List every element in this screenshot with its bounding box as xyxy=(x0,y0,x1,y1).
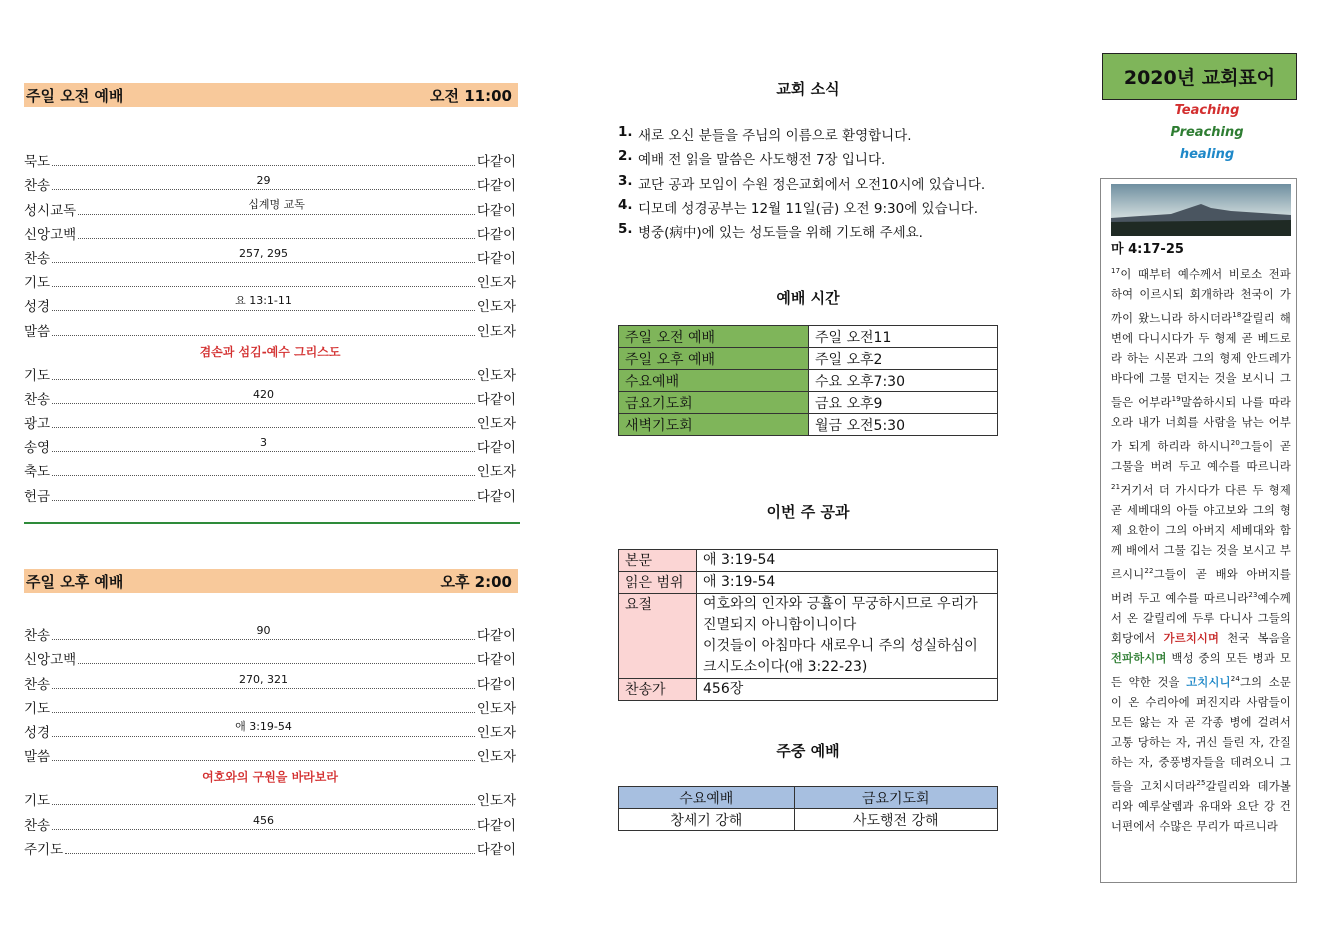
order-detail xyxy=(262,697,264,710)
order-row xyxy=(24,170,516,194)
morning-order-list xyxy=(24,146,516,505)
table-cell: 수요예배 xyxy=(619,370,809,392)
order-detail xyxy=(262,320,264,333)
morning-sermon-title: 겸손과 섬김-예수 그리스도 xyxy=(199,344,341,359)
verse-number: 22 xyxy=(1144,567,1154,576)
order-leader: 다같이 xyxy=(476,652,516,669)
afternoon-service-header xyxy=(24,569,518,593)
order-leader: 다같이 xyxy=(476,817,516,834)
order-detail xyxy=(262,364,264,377)
order-item: 축도 xyxy=(24,464,51,481)
order-row xyxy=(24,693,516,717)
scripture-text xyxy=(1111,261,1291,837)
order-item: 성경 xyxy=(24,299,51,316)
order-item: 찬송 xyxy=(24,676,51,693)
table-cell: 금요 오후9 xyxy=(809,392,998,414)
news-item xyxy=(618,221,1038,245)
order-leader: 인도자 xyxy=(476,724,516,741)
verse-text: 그의 소문이 온 수리아에 퍼진지라 사람들이 모든 앓는 자 곧 각종 병에 걸려서 고통 당하는 자, 귀신 들린 자, 간질하는 자, 중풍병자들을 데려오니 그들을 고치시더라 xyxy=(1111,675,1292,794)
table-row xyxy=(619,809,998,831)
table-row xyxy=(619,414,998,436)
table-cell: 본문 xyxy=(619,550,697,572)
order-leader: 다같이 xyxy=(476,202,516,219)
verse-number: 23 xyxy=(1248,591,1258,599)
news-text: 예배 전 읽을 말씀은 사도행전 7장 입니다. xyxy=(638,152,886,169)
motto-title: 2020년 교회표어 xyxy=(1123,67,1276,89)
morning-service-header xyxy=(24,83,518,107)
order-leader: 인도자 xyxy=(476,275,516,292)
order-row xyxy=(24,360,516,384)
order-detail xyxy=(262,485,264,498)
table-header: 금요기도회 xyxy=(794,787,997,809)
afternoon-service-time: 오후 2:00 xyxy=(440,572,512,591)
order-detail xyxy=(269,838,271,851)
order-item: 기도 xyxy=(24,367,51,384)
table-header: 수요예배 xyxy=(619,787,795,809)
order-item: 성시교독 xyxy=(24,202,77,219)
verse-text: 천국 복음을 xyxy=(1219,631,1291,645)
verse-number: 20 xyxy=(1230,439,1240,448)
order-row xyxy=(24,267,516,291)
verse-line: 여호와의 인자와 긍휼이 무궁하시므로 우리가 xyxy=(703,596,978,612)
midweek-heading: 주중 예배 xyxy=(776,742,840,760)
table-cell: 456장 xyxy=(697,679,998,701)
table-row xyxy=(619,348,998,370)
lesson-heading: 이번 주 공과 xyxy=(766,503,850,521)
order-row xyxy=(24,809,516,833)
table-row xyxy=(619,787,998,809)
order-detail xyxy=(262,150,264,163)
order-item: 광고 xyxy=(24,416,51,433)
times-heading: 예배 시간 xyxy=(776,289,840,307)
order-leader: 인도자 xyxy=(476,749,516,766)
verse-text: 거기서 더 가시다가 다른 두 형제 곧 세베대의 아들 야고보와 그의 형제 요한이 그의 아버지 세베대와 함께 배에서 그물 깁는 것을 보시고 부르시니 xyxy=(1111,483,1291,581)
order-detail xyxy=(276,223,278,236)
order-item: 송영 xyxy=(24,440,51,457)
motto-title-box xyxy=(1102,53,1297,100)
news-text: 새로 오신 분들을 주님의 이름으로 환영합니다. xyxy=(638,128,912,144)
order-item: 말씀 xyxy=(24,749,51,766)
order-leader: 인도자 xyxy=(476,793,516,810)
order-leader: 다같이 xyxy=(476,250,516,267)
table-row xyxy=(619,370,998,392)
table-cell: 주일 오전11 xyxy=(809,326,998,348)
order-row xyxy=(24,194,516,218)
order-leader: 다같이 xyxy=(476,154,516,171)
verse-text: 그들이 곧 그물을 버려 두고 예수를 따르니라 xyxy=(1111,439,1292,473)
news-list xyxy=(618,124,1038,245)
table-cell: 읽은 범위 xyxy=(619,572,697,594)
news-item xyxy=(618,173,1038,197)
news-number: 3. xyxy=(618,172,633,189)
table-cell: 주일 오후 예배 xyxy=(619,348,809,370)
scripture-box xyxy=(1100,178,1297,883)
table-cell: 금요기도회 xyxy=(619,392,809,414)
order-row xyxy=(24,785,516,809)
scripture-reference: 마 4:17-25 xyxy=(1111,242,1184,257)
news-text: 디모데 성경공부는 12월 11일(금) 오전 9:30에 있습니다. xyxy=(638,200,978,217)
order-row xyxy=(24,219,516,243)
news-item xyxy=(618,124,1038,148)
table-cell: 애 3:19-54 xyxy=(697,550,998,572)
morning-service-title: 주일 오전 예배 xyxy=(26,86,124,105)
order-detail: 420 xyxy=(252,387,274,401)
order-item: 신앙고백 xyxy=(24,652,77,669)
order-row xyxy=(24,146,516,170)
order-leader: 다같이 xyxy=(476,440,516,457)
order-detail: 요 13:1-11 xyxy=(235,294,292,308)
order-item: 주기도 xyxy=(24,841,64,858)
verse-line: 이것들이 아침마다 새로우니 주의 성실하심이 xyxy=(703,638,978,654)
order-leader: 다같이 xyxy=(476,226,516,243)
mountain-landscape-image xyxy=(1111,184,1291,236)
verse-text: 백성 중의 모든 병과 모든 약한 것을 xyxy=(1111,652,1291,689)
motto-line-teaching: Teaching xyxy=(1174,103,1240,118)
verse-line: 진멸되지 아니함이니이다 xyxy=(703,617,857,633)
section-divider xyxy=(24,522,520,524)
order-row xyxy=(24,717,516,741)
verse-text: 그들이 곧 배와 아버지를 버려 두고 예수를 따르니라 xyxy=(1111,567,1291,605)
lesson-table xyxy=(618,549,998,701)
motto-line-healing: healing xyxy=(1179,147,1235,162)
order-leader: 다같이 xyxy=(476,841,516,858)
order-leader: 인도자 xyxy=(476,464,516,481)
verse-line: 크시도소이다(애 3:22-23) xyxy=(703,659,868,675)
order-detail: 90 xyxy=(256,624,271,638)
table-cell: 사도행전 강해 xyxy=(794,809,997,831)
table-row xyxy=(619,392,998,414)
afternoon-service-title: 주일 오후 예배 xyxy=(26,572,124,591)
table-cell: 요절 xyxy=(619,594,697,679)
order-detail: 456 xyxy=(252,813,274,827)
order-item: 성경 xyxy=(24,724,51,741)
verse-text: 말씀하시되 나를 따라오라 내가 너희를 사람을 낚는 어부가 되게 하리라 하시니 xyxy=(1111,395,1291,453)
highlight-preaching: 전파하시며 xyxy=(1111,652,1167,666)
order-row xyxy=(24,456,516,480)
verse-number: 21 xyxy=(1111,483,1121,491)
order-leader: 인도자 xyxy=(476,367,516,384)
order-item: 찬송 xyxy=(24,817,51,834)
order-item: 찬송 xyxy=(24,391,51,408)
afternoon-sermon-title: 여호와의 구원을 바라보라 xyxy=(202,770,338,785)
verse-number: 24 xyxy=(1230,675,1240,684)
news-text: 병중(病中)에 있는 성도들을 위해 기도해 주세요. xyxy=(638,225,923,242)
order-item: 찬송 xyxy=(24,628,51,645)
order-item: 신앙고백 xyxy=(24,226,77,243)
order-detail: 29 xyxy=(256,174,271,188)
table-row xyxy=(619,326,998,348)
order-row xyxy=(24,668,516,692)
motto-line-preaching: Preaching xyxy=(1170,125,1244,140)
order-detail xyxy=(276,648,278,661)
table-row xyxy=(619,594,998,679)
order-detail xyxy=(262,271,264,284)
order-item: 기도 xyxy=(24,275,51,292)
news-item xyxy=(618,197,1038,221)
order-detail: 257, 295 xyxy=(238,246,288,260)
news-item xyxy=(618,148,1038,172)
news-number: 2. xyxy=(618,148,633,165)
order-detail: 270, 321 xyxy=(238,672,288,686)
table-cell: 주일 오전 예배 xyxy=(619,326,809,348)
order-item: 말씀 xyxy=(24,323,51,340)
verse-text: 갈릴리 해변에 다니시다가 두 형제 곧 베드로라 하는 시몬과 그의 형제 안드레가 바다에 그물 던지는 것을 보시니 그들은 어부라 xyxy=(1111,311,1291,409)
news-number: 1. xyxy=(618,124,633,140)
table-cell: 월금 오전5:30 xyxy=(809,414,998,436)
verse-text: 갈릴리와 데가볼리와 예루살렘과 유대와 요단 강 건너편에서 수많은 무리가 따르니라 xyxy=(1111,780,1291,834)
worship-times-table xyxy=(618,325,998,436)
news-number: 5. xyxy=(618,221,633,238)
order-detail xyxy=(262,745,264,758)
table-cell: 새벽기도회 xyxy=(619,414,809,436)
table-row xyxy=(619,572,998,594)
verse-number: 17 xyxy=(1111,267,1121,275)
order-leader: 인도자 xyxy=(476,299,516,316)
verse-text: 이 때부터 예수께서 비로소 전파하여 이르시되 회개하라 천국이 가까이 왔느니라 하시더라 xyxy=(1111,267,1291,325)
order-detail: 십계명 교독 xyxy=(248,197,305,211)
order-item: 헌금 xyxy=(24,488,51,505)
order-leader: 인도자 xyxy=(476,700,516,717)
order-detail: 애 3:19-54 xyxy=(235,719,292,733)
morning-service-time: 오전 11:00 xyxy=(430,86,512,105)
table-row xyxy=(619,550,998,572)
table-cell: 창세기 강해 xyxy=(619,809,795,831)
table-row xyxy=(619,679,998,701)
order-leader: 인도자 xyxy=(476,323,516,340)
order-leader: 다같이 xyxy=(476,628,516,645)
order-item: 기도 xyxy=(24,793,51,810)
order-row xyxy=(24,408,516,432)
verse-number: 18 xyxy=(1232,310,1242,319)
verse-number: 25 xyxy=(1196,779,1206,788)
order-row xyxy=(24,620,516,644)
order-leader: 다같이 xyxy=(476,488,516,505)
afternoon-order-list xyxy=(24,620,516,858)
order-row xyxy=(24,315,516,339)
order-row xyxy=(24,291,516,315)
order-leader: 인도자 xyxy=(476,416,516,433)
verse-number: 19 xyxy=(1171,395,1181,404)
order-leader: 다같이 xyxy=(476,178,516,195)
order-row xyxy=(24,384,516,408)
news-number: 4. xyxy=(618,196,633,213)
order-row xyxy=(24,741,516,765)
order-leader: 다같이 xyxy=(476,676,516,693)
order-item: 기도 xyxy=(24,700,51,717)
order-row xyxy=(24,644,516,668)
order-row xyxy=(24,432,516,456)
order-item: 묵도 xyxy=(24,154,51,171)
order-row xyxy=(24,834,516,858)
order-row xyxy=(24,243,516,267)
table-cell: 주일 오후2 xyxy=(809,348,998,370)
memory-verse-cell xyxy=(697,594,998,679)
order-detail: 3 xyxy=(259,436,267,450)
midweek-table xyxy=(618,786,998,831)
order-row xyxy=(24,480,516,504)
order-item: 찬송 xyxy=(24,250,51,267)
verse-text: 예수께서 온 갈릴리에 두루 다니사 그들의 회당에서 xyxy=(1111,591,1291,645)
order-item: 찬송 xyxy=(24,178,51,195)
highlight-teaching: 가르치시며 xyxy=(1163,631,1220,645)
news-heading: 교회 소식 xyxy=(776,80,840,98)
table-cell: 찬송가 xyxy=(619,679,697,701)
table-cell: 애 3:19-54 xyxy=(697,572,998,594)
news-text: 교단 공과 모임이 수원 정은교회에서 오전10시에 있습니다. xyxy=(638,176,986,193)
order-detail xyxy=(262,789,264,802)
order-detail xyxy=(262,412,264,425)
order-leader: 다같이 xyxy=(476,391,516,408)
order-detail xyxy=(262,460,264,473)
table-cell: 수요 오후7:30 xyxy=(809,370,998,392)
highlight-healing: 고치시니 xyxy=(1186,675,1231,689)
